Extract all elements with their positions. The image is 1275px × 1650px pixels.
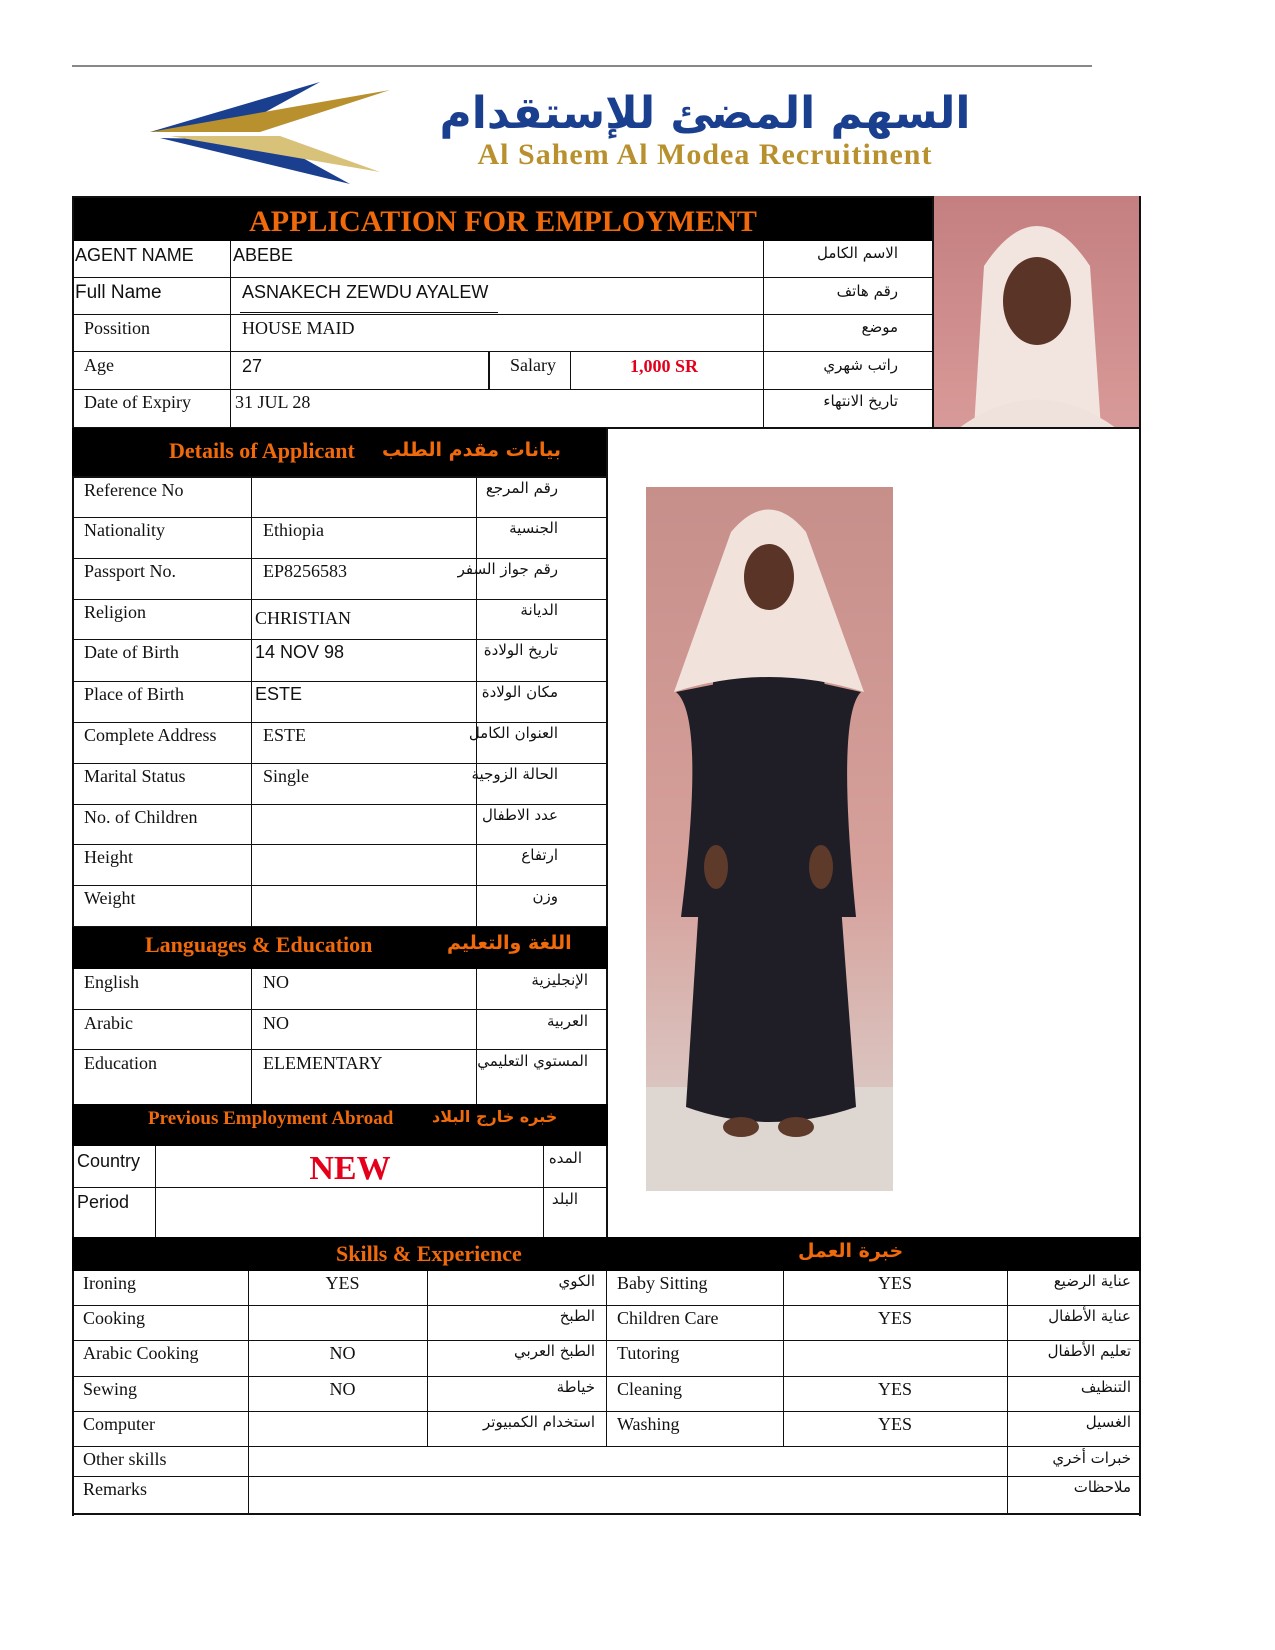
skill-label-ar: الكوي xyxy=(558,1272,595,1290)
remarks-label-ar: ملاحظات xyxy=(1073,1478,1131,1496)
skill-label-ar: الغسيل xyxy=(1085,1413,1131,1431)
skill-label: Computer xyxy=(83,1414,155,1434)
salary-value: 1,000 SR xyxy=(630,356,699,376)
skill-label-ar: تعليم الأطفال xyxy=(1047,1342,1131,1360)
skill-value: YES xyxy=(325,1273,360,1293)
skill-label-ar: خياطة xyxy=(556,1378,595,1396)
full-body-photo-icon xyxy=(646,487,893,1191)
portrait-photo-icon xyxy=(934,196,1141,428)
skill-label-ar: استخدام الكمبيوتر xyxy=(483,1413,595,1431)
salary-label: Salary xyxy=(510,355,556,375)
details-header-ar: بيانات مقدم الطلب xyxy=(382,439,561,461)
language-value: NO xyxy=(263,972,289,992)
detail-label: Weight xyxy=(84,888,136,908)
languages-header xyxy=(72,927,608,969)
skill-label-ar: عناية الرضيع xyxy=(1053,1272,1131,1290)
position-label-ar: موضع xyxy=(861,318,898,336)
previous-header xyxy=(72,1104,608,1146)
skill-value: NO xyxy=(329,1343,356,1363)
detail-label: Date of Birth xyxy=(84,642,179,662)
detail-label: Religion xyxy=(84,602,146,622)
period-label-ar: البلد xyxy=(551,1190,578,1208)
agent-label: AGENT NAME xyxy=(75,245,194,265)
logo-arabic-name: السهم المضئ للإستقدام xyxy=(439,88,971,139)
detail-label: No. of Children xyxy=(84,807,198,827)
detail-value: CHRISTIAN xyxy=(255,608,352,628)
language-value: NO xyxy=(263,1013,289,1033)
detail-value: EP8256583 xyxy=(263,561,348,581)
fullname-value: ASNAKECH ZEWDU AYALEW xyxy=(242,282,489,302)
details-header xyxy=(72,428,608,476)
fullname-label: Full Name xyxy=(75,282,162,303)
languages-header-ar: اللغة والتعليم xyxy=(447,932,572,954)
detail-label-ar: عدد الاطفال xyxy=(482,806,558,824)
skills-header xyxy=(72,1237,1141,1271)
detail-value: 14 NOV 98 xyxy=(255,642,345,662)
detail-label-ar: الجنسية xyxy=(509,519,558,537)
previous-header-ar: خبره خارج البلاد xyxy=(432,1107,558,1126)
fullname-label-ar: رقم هاتف xyxy=(836,282,898,300)
language-label: Arabic xyxy=(84,1013,133,1033)
detail-label: Reference No xyxy=(84,480,184,500)
position-label: Possition xyxy=(84,318,151,338)
language-label: English xyxy=(84,972,140,992)
language-label-ar: العربية xyxy=(547,1012,588,1030)
position-value: HOUSE MAID xyxy=(242,318,355,338)
language-label: Education xyxy=(84,1053,157,1073)
skill-value: YES xyxy=(877,1273,912,1293)
other-skills-label-ar: خبرات أخري xyxy=(1052,1449,1131,1467)
page-title: APPLICATION FOR EMPLOYMENT xyxy=(249,205,757,238)
detail-label-ar: ارتفاع xyxy=(521,846,558,864)
skill-value: YES xyxy=(877,1379,912,1399)
skill-label-ar: عناية الأطفال xyxy=(1048,1307,1131,1325)
detail-label: Nationality xyxy=(84,520,165,540)
detail-label-ar: رقم المرجع xyxy=(485,479,558,497)
skill-label-ar: الطبخ xyxy=(559,1307,595,1325)
agent-value: ABEBE xyxy=(233,245,294,265)
skills-header-ar: خبرة العمل xyxy=(798,1240,904,1262)
detail-label: Place of Birth xyxy=(84,684,184,704)
other-skills-label: Other skills xyxy=(83,1449,167,1469)
skill-label: Sewing xyxy=(83,1379,137,1399)
language-label-ar: الإنجليزية xyxy=(531,971,588,989)
detail-value: Single xyxy=(263,766,310,786)
detail-value: ESTE xyxy=(255,684,303,704)
detail-label-ar: العنوان الكامل xyxy=(468,724,558,742)
detail-label: Marital Status xyxy=(84,766,186,786)
skill-label: Children Care xyxy=(617,1308,719,1328)
skill-value: NO xyxy=(329,1379,356,1399)
detail-label-ar: مكان الولادة xyxy=(481,683,558,701)
country-label: Country xyxy=(77,1151,141,1171)
previous-header-en: Previous Employment Abroad xyxy=(148,1108,394,1129)
language-value: ELEMENTARY xyxy=(263,1053,383,1073)
salary-label-ar: راتب شهري xyxy=(823,356,898,374)
language-label-ar: المستوي التعليمي xyxy=(477,1052,588,1070)
skill-label: Cooking xyxy=(83,1308,146,1328)
detail-value: Ethiopia xyxy=(263,520,324,540)
languages-header-en: Languages & Education xyxy=(145,932,373,957)
detail-label: Passport No. xyxy=(84,561,177,581)
skill-label-ar: الطبخ العربي xyxy=(514,1342,595,1360)
skill-label-ar: التنظيف xyxy=(1080,1378,1131,1396)
new-stamp: NEW xyxy=(309,1150,391,1187)
agent-label-ar: الاسم الكامل xyxy=(816,244,898,262)
skill-label: Washing xyxy=(617,1414,680,1434)
title-bar xyxy=(72,197,934,241)
expiry-value: 31 JUL 28 xyxy=(235,392,311,412)
expiry-label: Date of Expiry xyxy=(84,392,191,412)
detail-label-ar: الديانة xyxy=(520,601,558,619)
detail-label-ar: رقم جواز السفر xyxy=(457,560,558,578)
detail-label-ar: وزن xyxy=(532,887,558,905)
skill-label: Tutoring xyxy=(617,1343,680,1363)
period-label: Period xyxy=(77,1192,130,1212)
detail-label: Height xyxy=(84,847,133,867)
country-label-ar: المده xyxy=(548,1149,582,1167)
skill-label: Baby Sitting xyxy=(617,1273,708,1293)
skill-value: YES xyxy=(877,1308,912,1328)
detail-value: ESTE xyxy=(263,725,306,745)
skill-label: Cleaning xyxy=(617,1379,682,1399)
full-body-photo xyxy=(646,487,893,1191)
details-header-en: Details of Applicant xyxy=(169,438,355,463)
detail-label: Complete Address xyxy=(84,725,217,745)
expiry-label-ar: تاريخ الانتهاء xyxy=(823,392,898,410)
detail-label-ar: الحالة الزوجية xyxy=(471,765,558,783)
age-label: Age xyxy=(84,355,114,375)
remarks-label: Remarks xyxy=(83,1479,147,1499)
portrait-photo xyxy=(934,196,1141,428)
age-value: 27 xyxy=(242,356,263,376)
logo-banner xyxy=(72,60,1092,195)
logo-english-name: Al Sahem Al Modea Recruitinent xyxy=(477,138,933,171)
detail-label-ar: تاريخ الولادة xyxy=(483,641,558,659)
skills-header-en: Skills & Experience xyxy=(336,1241,522,1266)
skill-label: Arabic Cooking xyxy=(83,1343,199,1363)
skill-label: Ironing xyxy=(83,1273,136,1293)
skill-value: YES xyxy=(877,1414,912,1434)
